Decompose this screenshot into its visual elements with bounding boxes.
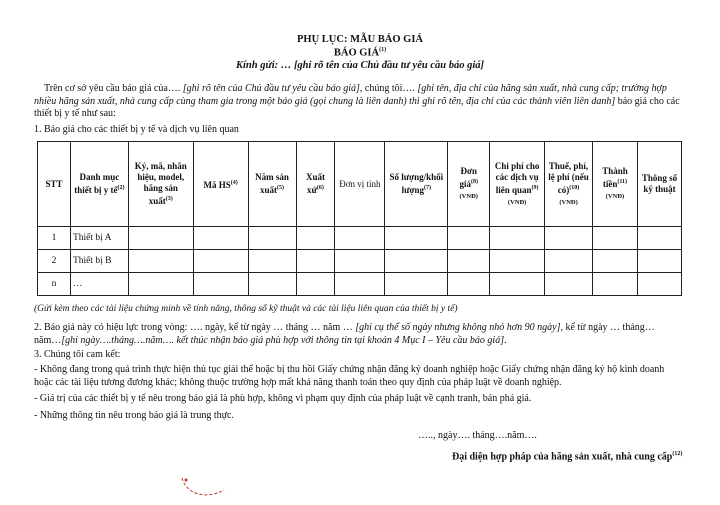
signature-text: Đại diện hợp pháp của hãng sản xuất, nhà cung cấp: [452, 451, 673, 463]
col-header-text: Chi phí cho các dịch vụ liên quan: [494, 160, 540, 195]
col-header-note: (7): [423, 185, 431, 191]
recipient-text: … [ghi rõ tên của Chủ đầu tư yêu cầu báo giá]: [280, 60, 484, 71]
col-header-unit-price: [448, 142, 490, 227]
col-header-total: [593, 142, 638, 227]
col-header-specs: [637, 142, 681, 227]
col-header-year: [248, 142, 296, 227]
row-stt: 2: [38, 250, 71, 273]
form-title-note: (1): [379, 47, 387, 53]
col-header-note: (9): [531, 184, 539, 191]
intro-part-1-italic: [ghi rõ tên của Chủ đầu tư yêu cầu báo giá]: [182, 83, 360, 94]
commitment-item-2: - Giá trị của các thiết bị y tế nêu trong báo giá là phù hợp, không vi phạm quy định của pháp luật về cạnh tranh, bán phá giá.: [34, 393, 532, 404]
col-header-service-cost: [490, 142, 545, 227]
intro-paragraph: [34, 83, 682, 121]
col-header-hs-code: [193, 142, 248, 227]
col-header-unit: (VNĐ): [507, 198, 527, 206]
col-header-note: (5): [277, 185, 285, 191]
col-header-note: (4): [230, 179, 238, 186]
col-header-text: Thông số kỹ thuật: [641, 173, 678, 194]
recipient-label: Kính gửi:: [236, 60, 279, 71]
col-header-text: Danh mục thiết bị y tế: [74, 172, 120, 195]
col-header-brand-model: [128, 142, 193, 227]
recipient-line: [0, 60, 720, 71]
table-row: [38, 250, 682, 273]
col-header-unit: (VNĐ): [559, 198, 578, 206]
col-header-text: Đơn giá: [459, 166, 477, 189]
col-header-note: (3): [165, 196, 173, 202]
col-header-text: Năm sản xuất: [255, 172, 289, 195]
table-header-row: [38, 142, 682, 227]
signature-line: [452, 448, 682, 464]
section-2-validity: [34, 322, 684, 347]
table-row: [38, 227, 682, 250]
commitment-item-3: - Những thông tin nêu trong báo giá là trung thực.: [34, 410, 234, 421]
col-header-note: (2): [117, 185, 125, 191]
intro-part-1: Trên cơ sở yêu cầu báo giá của….: [44, 83, 181, 94]
validity-text-b: , kể từ ngày … tháng… năm…: [34, 322, 655, 346]
date-line: ….., ngày…. tháng….năm….: [418, 430, 537, 441]
col-header-text: Ký, mã, nhãn hiệu, model, hãng sản xuất: [134, 161, 187, 206]
validity-text-b-italic: [ghi ngày….tháng….năm…. kết thúc nhận báo giá phù hợp với thông tin tại khoản 4 Mục I – Yêu cầu báo giá]: [61, 334, 505, 346]
commitment-item-1: - Không đang trong quá trình thực hiện thủ tục giải thể hoặc bị thu hồi Giấy chứng nhận đăng ký doanh nghiệp hoặc Giấy chứng nhận đăng ký hộ kinh doanh hoặc các tài liệu tương đương khác; không thuộc trường hợp mất khả năng thanh toán theo quy định của pháp luật về doanh nghiệp.: [34, 364, 665, 388]
section-1-title: 1. Báo giá cho các thiết bị y tế và dịch vụ liên quan: [34, 124, 239, 135]
col-header-note: (11): [617, 179, 628, 185]
table-note: (Gửi kèm theo các tài liệu chứng minh về tính năng, thông số kỹ thuật và các tài liệu liên quan của thiết bị y tế): [34, 304, 458, 314]
col-header-tax: [545, 142, 593, 227]
col-header-text: STT: [45, 178, 63, 189]
row-device-name: Thiết bị B: [70, 250, 128, 273]
row-stt: n: [38, 273, 71, 296]
stamp-mark-icon: [176, 470, 236, 502]
col-header-text: Thuế, phí, lệ phí (nếu có): [548, 160, 589, 195]
col-header-text: Đơn vị tính: [339, 178, 381, 189]
col-header-category: [70, 142, 128, 227]
col-header-note: (6): [316, 185, 324, 191]
col-header-unit: (VNĐ): [605, 193, 625, 200]
intro-part-2-italic: [ghi tên, địa chỉ của hãng sản xuất, nhà cung cấp; trường hợp nhiều hãng sản xuất, nhà cung cấp cùng tham gia trong một báo giá (gọi chung là liên danh) thì ghi rõ tên, địa chỉ của các thành viên liên danh]: [34, 83, 667, 107]
intro-part-3: báo giá cho các thiết bị y tế như sau:: [34, 95, 680, 119]
validity-text-c: .: [504, 334, 507, 346]
row-device-name: Thiết bị A: [70, 227, 128, 250]
validity-text-a: 2. Báo giá này có hiệu lực trong vòng: …. ngày, kể từ ngày … tháng … năm …: [34, 322, 356, 333]
signature-note: (12): [672, 451, 683, 457]
row-device-name: …: [70, 273, 128, 296]
section-3-title: 3. Chúng tôi cam kết:: [34, 349, 121, 360]
validity-text-a-italic: [ghi cụ thể số ngày nhưng không nhỏ hơn 90 ngày]: [355, 322, 561, 333]
col-header-text: Thành tiền: [602, 166, 628, 189]
form-title-text: BÁO GIÁ: [333, 47, 380, 59]
col-header-text: Xuất xứ: [305, 172, 325, 195]
quotation-table: [37, 141, 682, 296]
col-header-unit: (VNĐ): [459, 193, 478, 200]
col-header-text: Mã HS: [203, 179, 231, 190]
col-header-origin: [296, 142, 335, 227]
intro-part-2: , chúng tôi….: [359, 83, 415, 94]
table-row: [38, 273, 682, 296]
col-header-unit: [335, 142, 385, 227]
appendix-title: [0, 34, 720, 45]
col-header-text: Số lượng/khối lượng: [389, 172, 444, 195]
col-header-note: (10): [569, 184, 580, 191]
col-header-note: (8): [470, 179, 478, 185]
appendix-title-text: PHỤ LỤC: MẪU BÁO GIÁ: [297, 34, 423, 45]
col-header-quantity: [385, 142, 448, 227]
form-title: [0, 47, 720, 59]
col-header-stt: [38, 142, 71, 227]
row-stt: 1: [38, 227, 71, 250]
